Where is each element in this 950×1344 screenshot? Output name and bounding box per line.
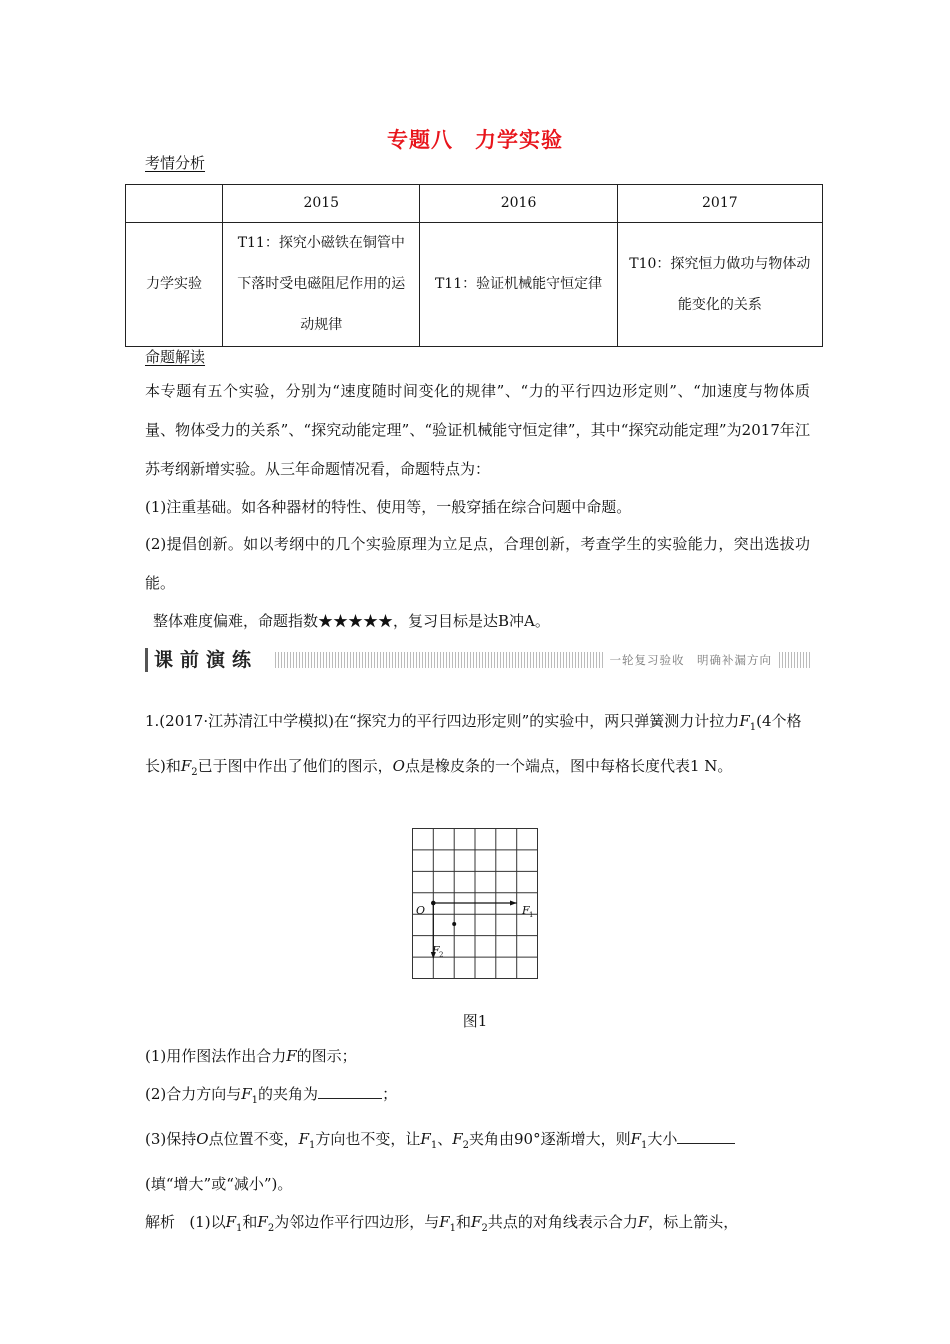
interpretation-point: (1)注重基础。如各种器材的特性、使用等，一般穿插在综合问题中命题。 bbox=[145, 498, 632, 516]
figure-caption: 图1 bbox=[462, 1012, 488, 1030]
f1-arrowhead bbox=[510, 901, 517, 906]
question-part: (1)用作图法作出合力F的图示； bbox=[145, 1047, 357, 1065]
banner-label: 课前演练 bbox=[145, 648, 258, 672]
section-interpretation: 命题解读 bbox=[145, 348, 206, 366]
analysis-line: 解析 (1)以$F_1$和$F_2$为邻边作平行四边形，与$F_1$和$F_2$共点的对角线表示合力F，标上箭头， bbox=[145, 1213, 739, 1234]
table-year-cell: 2015 bbox=[223, 185, 420, 223]
exam-analysis-table bbox=[125, 184, 823, 347]
label-o: O bbox=[416, 904, 426, 917]
question-1-stem: 1.(2017·江苏清江中学模拟)在“探究力的平行四边形定则”的实验中，两只弹簧测力计拉力$F_1(4$个格长)和$F_2$已于图中作出了他们的图示，O点是橡皮条的一个端点，图中每格长度代表1 N。 bbox=[145, 712, 802, 778]
analysis-label: 解析 bbox=[145, 1213, 176, 1231]
label-f2-sub: 2 bbox=[439, 951, 444, 959]
difficulty-line: 整体难度偏难，命题指数★★★★★，复习目标是达B冲A。 bbox=[153, 612, 550, 630]
interpretation-body bbox=[145, 372, 810, 639]
label-f1: F bbox=[522, 904, 530, 917]
question-part: (3)保持O点位置不变，$F_1$方向也不变，让$F_1$、$F_2$夹角由90°逐渐增大，则$F_1$大小 bbox=[145, 1120, 815, 1165]
question-1-parts bbox=[145, 1037, 815, 1248]
answer-blank[interactable] bbox=[318, 1084, 382, 1099]
banner-tag: 一轮复习验收 明确补漏方向 bbox=[604, 651, 779, 669]
answer-blank[interactable] bbox=[677, 1129, 735, 1144]
table-year-cell: 2017 bbox=[617, 185, 822, 223]
table-cell: T11：验证机械能守恒定律 bbox=[420, 223, 617, 347]
interpretation-intro: 本专题有五个实验，分别为“速度随时间变化的规律”、“力的平行四边形定则”、“加速度与物体质量、物体受力的关系”、“探究动能定理”、“验证机械能守恒定律”，其中“探究动能定理”为2017年江苏考纲新增实验。从三年命题情况看，命题特点为： bbox=[145, 382, 810, 478]
table-corner-cell bbox=[126, 185, 223, 223]
label-f1-sub: 1 bbox=[529, 911, 534, 919]
section-exam-analysis: 考情分析 bbox=[145, 154, 206, 172]
table-row bbox=[126, 223, 823, 347]
table-year-cell: 2016 bbox=[420, 185, 617, 223]
page-title: 专题八 力学实验 bbox=[387, 128, 563, 152]
interpretation-point: (2)提倡创新。如以考纲中的几个实验原理为立足点，合理创新，考查学生的实验能力，突出选拔功能。 bbox=[145, 535, 810, 592]
table-row-label: 力学实验 bbox=[126, 223, 223, 347]
question-part: (填“增大”或“减小”)。 bbox=[145, 1175, 293, 1193]
grid-dot bbox=[452, 922, 456, 926]
table-cell: T10：探究恒力做功与物体动能变化的关系 bbox=[617, 223, 822, 347]
table-cell: T11：探究小磁铁在铜管中下落时受电磁阻尼作用的运动规律 bbox=[223, 223, 420, 347]
table-header-row bbox=[126, 185, 823, 223]
label-f2: F bbox=[432, 944, 440, 957]
question-part: (2)合力方向与$F_1$的夹角为 ； bbox=[145, 1085, 398, 1106]
force-grid-figure bbox=[412, 828, 542, 982]
section-banner bbox=[145, 648, 812, 674]
